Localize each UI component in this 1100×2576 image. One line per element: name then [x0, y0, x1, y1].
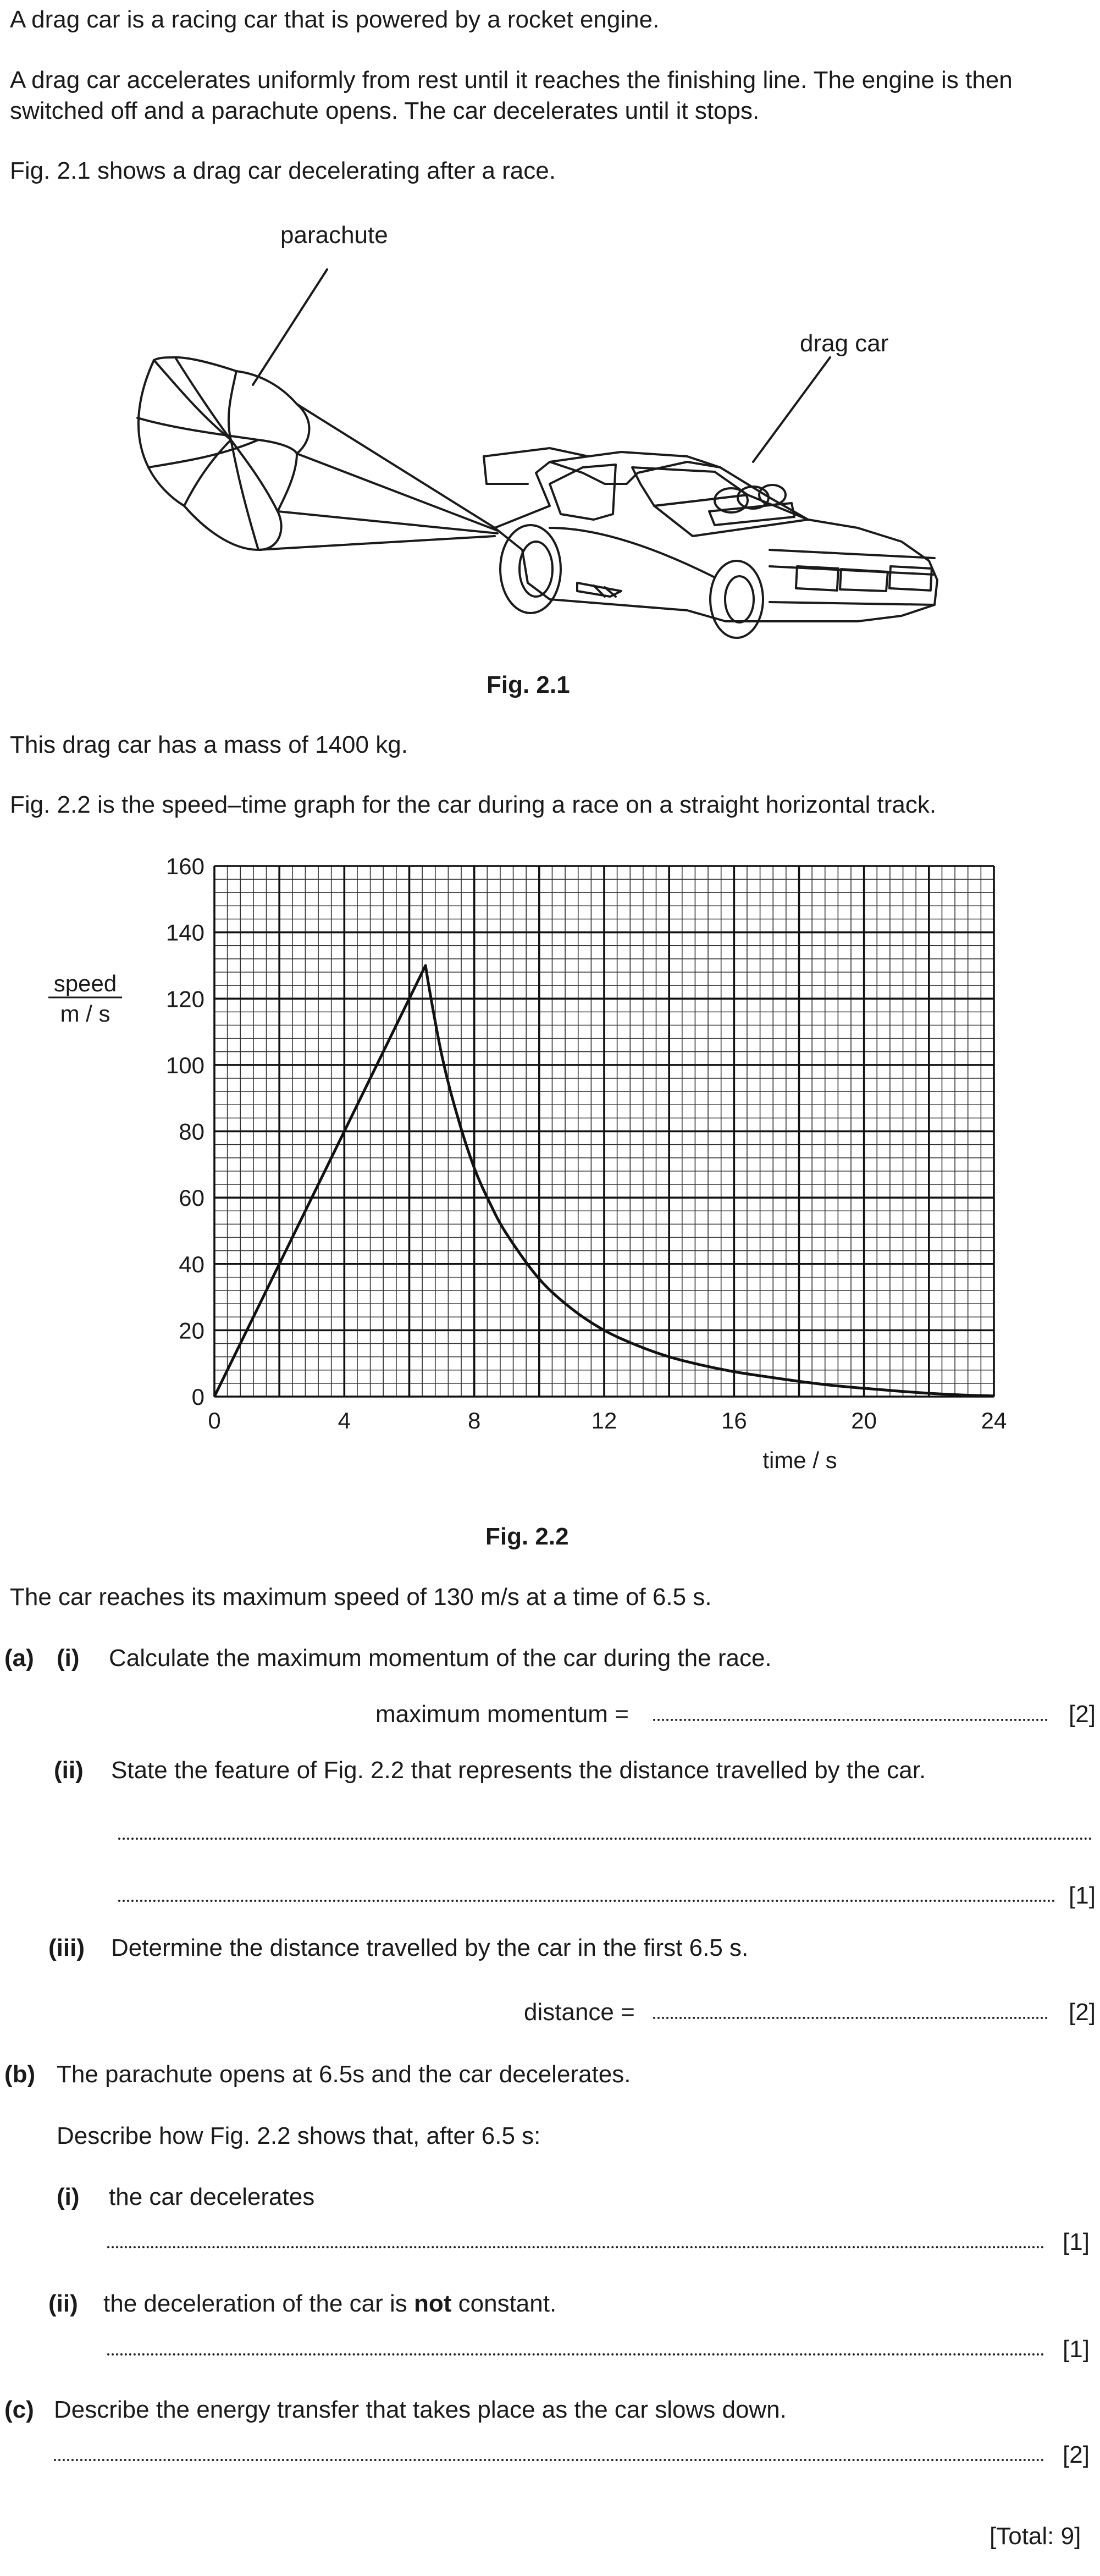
- part-b-text: The parachute opens at 6.5s and the car decelerates.: [57, 2061, 631, 2088]
- y-tick-label: 0: [191, 1384, 204, 1410]
- y-tick-label: 80: [179, 1118, 204, 1145]
- y-tick-label: 60: [179, 1185, 204, 1211]
- label-parachute: parachute: [280, 222, 388, 249]
- part-a-iii-label: (iii): [48, 1934, 85, 1961]
- part-b-i-label: (i): [57, 2183, 80, 2210]
- y-tick-label: 140: [165, 919, 204, 946]
- distance-answer-label: distance =: [524, 1999, 635, 2026]
- x-tick-label: 20: [851, 1408, 877, 1433]
- part-a-ii-answer-line-2[interactable]: [118, 1900, 1055, 1902]
- part-b-i-answer-line[interactable]: [107, 2246, 1044, 2248]
- intro-para-1: A drag car is a racing car that is powered by a rocket engine.: [10, 6, 660, 33]
- y-tick-label: 120: [165, 986, 204, 1012]
- y-tick-label: 20: [179, 1317, 204, 1344]
- x-tick-label: 24: [981, 1408, 1007, 1433]
- graph-intro: Fig. 2.2 is the speed–time graph for the car during a race on a straight horizontal track.: [10, 791, 937, 818]
- y-tick-label: 100: [165, 1052, 204, 1078]
- part-b-label: (b): [4, 2061, 36, 2088]
- front-wheel: [710, 561, 763, 638]
- part-a-i-text: Calculate the maximum momentum of the car during the race.: [109, 1645, 772, 1672]
- part-c-label: (c): [4, 2396, 34, 2423]
- part-a-iii-text: Determine the distance travelled by the car in the first 6.5 s.: [111, 1934, 749, 1961]
- fig-2-1-caption: Fig. 2.1: [487, 671, 570, 698]
- intro-para-2-line-1: A drag car accelerates uniformly from rest until it reaches the finishing line. The engine is then: [10, 67, 1013, 93]
- parachute-canopy: [139, 357, 309, 550]
- part-c-text: Describe the energy transfer that takes place as the car slows down.: [54, 2396, 787, 2423]
- mass-text: This drag car has a mass of 1400 kg.: [10, 731, 408, 758]
- part-c-answer-line[interactable]: [54, 2459, 1044, 2461]
- part-c-marks: [2]: [1063, 2441, 1090, 2468]
- x-axis-label: time / s: [762, 1447, 837, 1473]
- part-b-ii-text: the deceleration of the car is not constant.: [103, 2290, 557, 2317]
- total-marks: [Total: 9]: [990, 2523, 1081, 2550]
- fig-2-2-caption: Fig. 2.2: [485, 1523, 569, 1550]
- momentum-answer-line[interactable]: [653, 1719, 1048, 1721]
- y-tick-label: 40: [179, 1251, 204, 1277]
- part-a-ii-label: (ii): [54, 1757, 84, 1784]
- part-a-ii-marks: [1]: [1069, 1882, 1096, 1909]
- drag-car-figure: [0, 0, 1100, 671]
- y-tick-label: 160: [165, 853, 204, 879]
- intro-para-2-line-2: switched off and a parachute opens. The car decelerates until it stops.: [10, 97, 760, 124]
- part-b-sub: Describe how Fig. 2.2 shows that, after 6.5 s:: [57, 2122, 541, 2149]
- max-speed-text: The car reaches its maximum speed of 130 m/s at a time of 6.5 s.: [10, 1584, 712, 1610]
- x-tick-label: 0: [208, 1408, 221, 1433]
- part-b-i-text: the car decelerates: [109, 2183, 315, 2210]
- y-axis-label-numerator: speed: [53, 970, 117, 996]
- x-tick-label: 8: [467, 1408, 481, 1433]
- part-a-label: (a): [4, 1645, 34, 1672]
- part-b-ii-answer-line[interactable]: [107, 2353, 1044, 2356]
- part-a-i-marks: [2]: [1069, 1701, 1096, 1728]
- x-tick-label: 12: [591, 1408, 617, 1433]
- speed-time-chart: [0, 841, 1100, 1534]
- momentum-answer-label: maximum momentum =: [375, 1701, 629, 1728]
- part-b-ii-marks: [1]: [1063, 2336, 1090, 2363]
- label-drag-car: drag car: [800, 330, 889, 357]
- x-tick-label: 16: [721, 1408, 747, 1433]
- part-a-ii-answer-line-1[interactable]: [118, 1838, 1092, 1840]
- part-b-ii-label: (ii): [48, 2290, 78, 2317]
- y-axis-label-denominator: m / s: [60, 1001, 110, 1027]
- part-a-ii-text: State the feature of Fig. 2.2 that represents the distance travelled by the car.: [111, 1757, 926, 1784]
- part-a-iii-marks: [2]: [1069, 1999, 1096, 2026]
- intro-para-3: Fig. 2.1 shows a drag car decelerating after a race.: [10, 157, 556, 184]
- distance-answer-line[interactable]: [653, 2017, 1048, 2019]
- part-b-i-marks: [1]: [1063, 2229, 1090, 2255]
- part-a-i-label: (i): [57, 1645, 80, 1672]
- x-tick-label: 4: [338, 1408, 351, 1433]
